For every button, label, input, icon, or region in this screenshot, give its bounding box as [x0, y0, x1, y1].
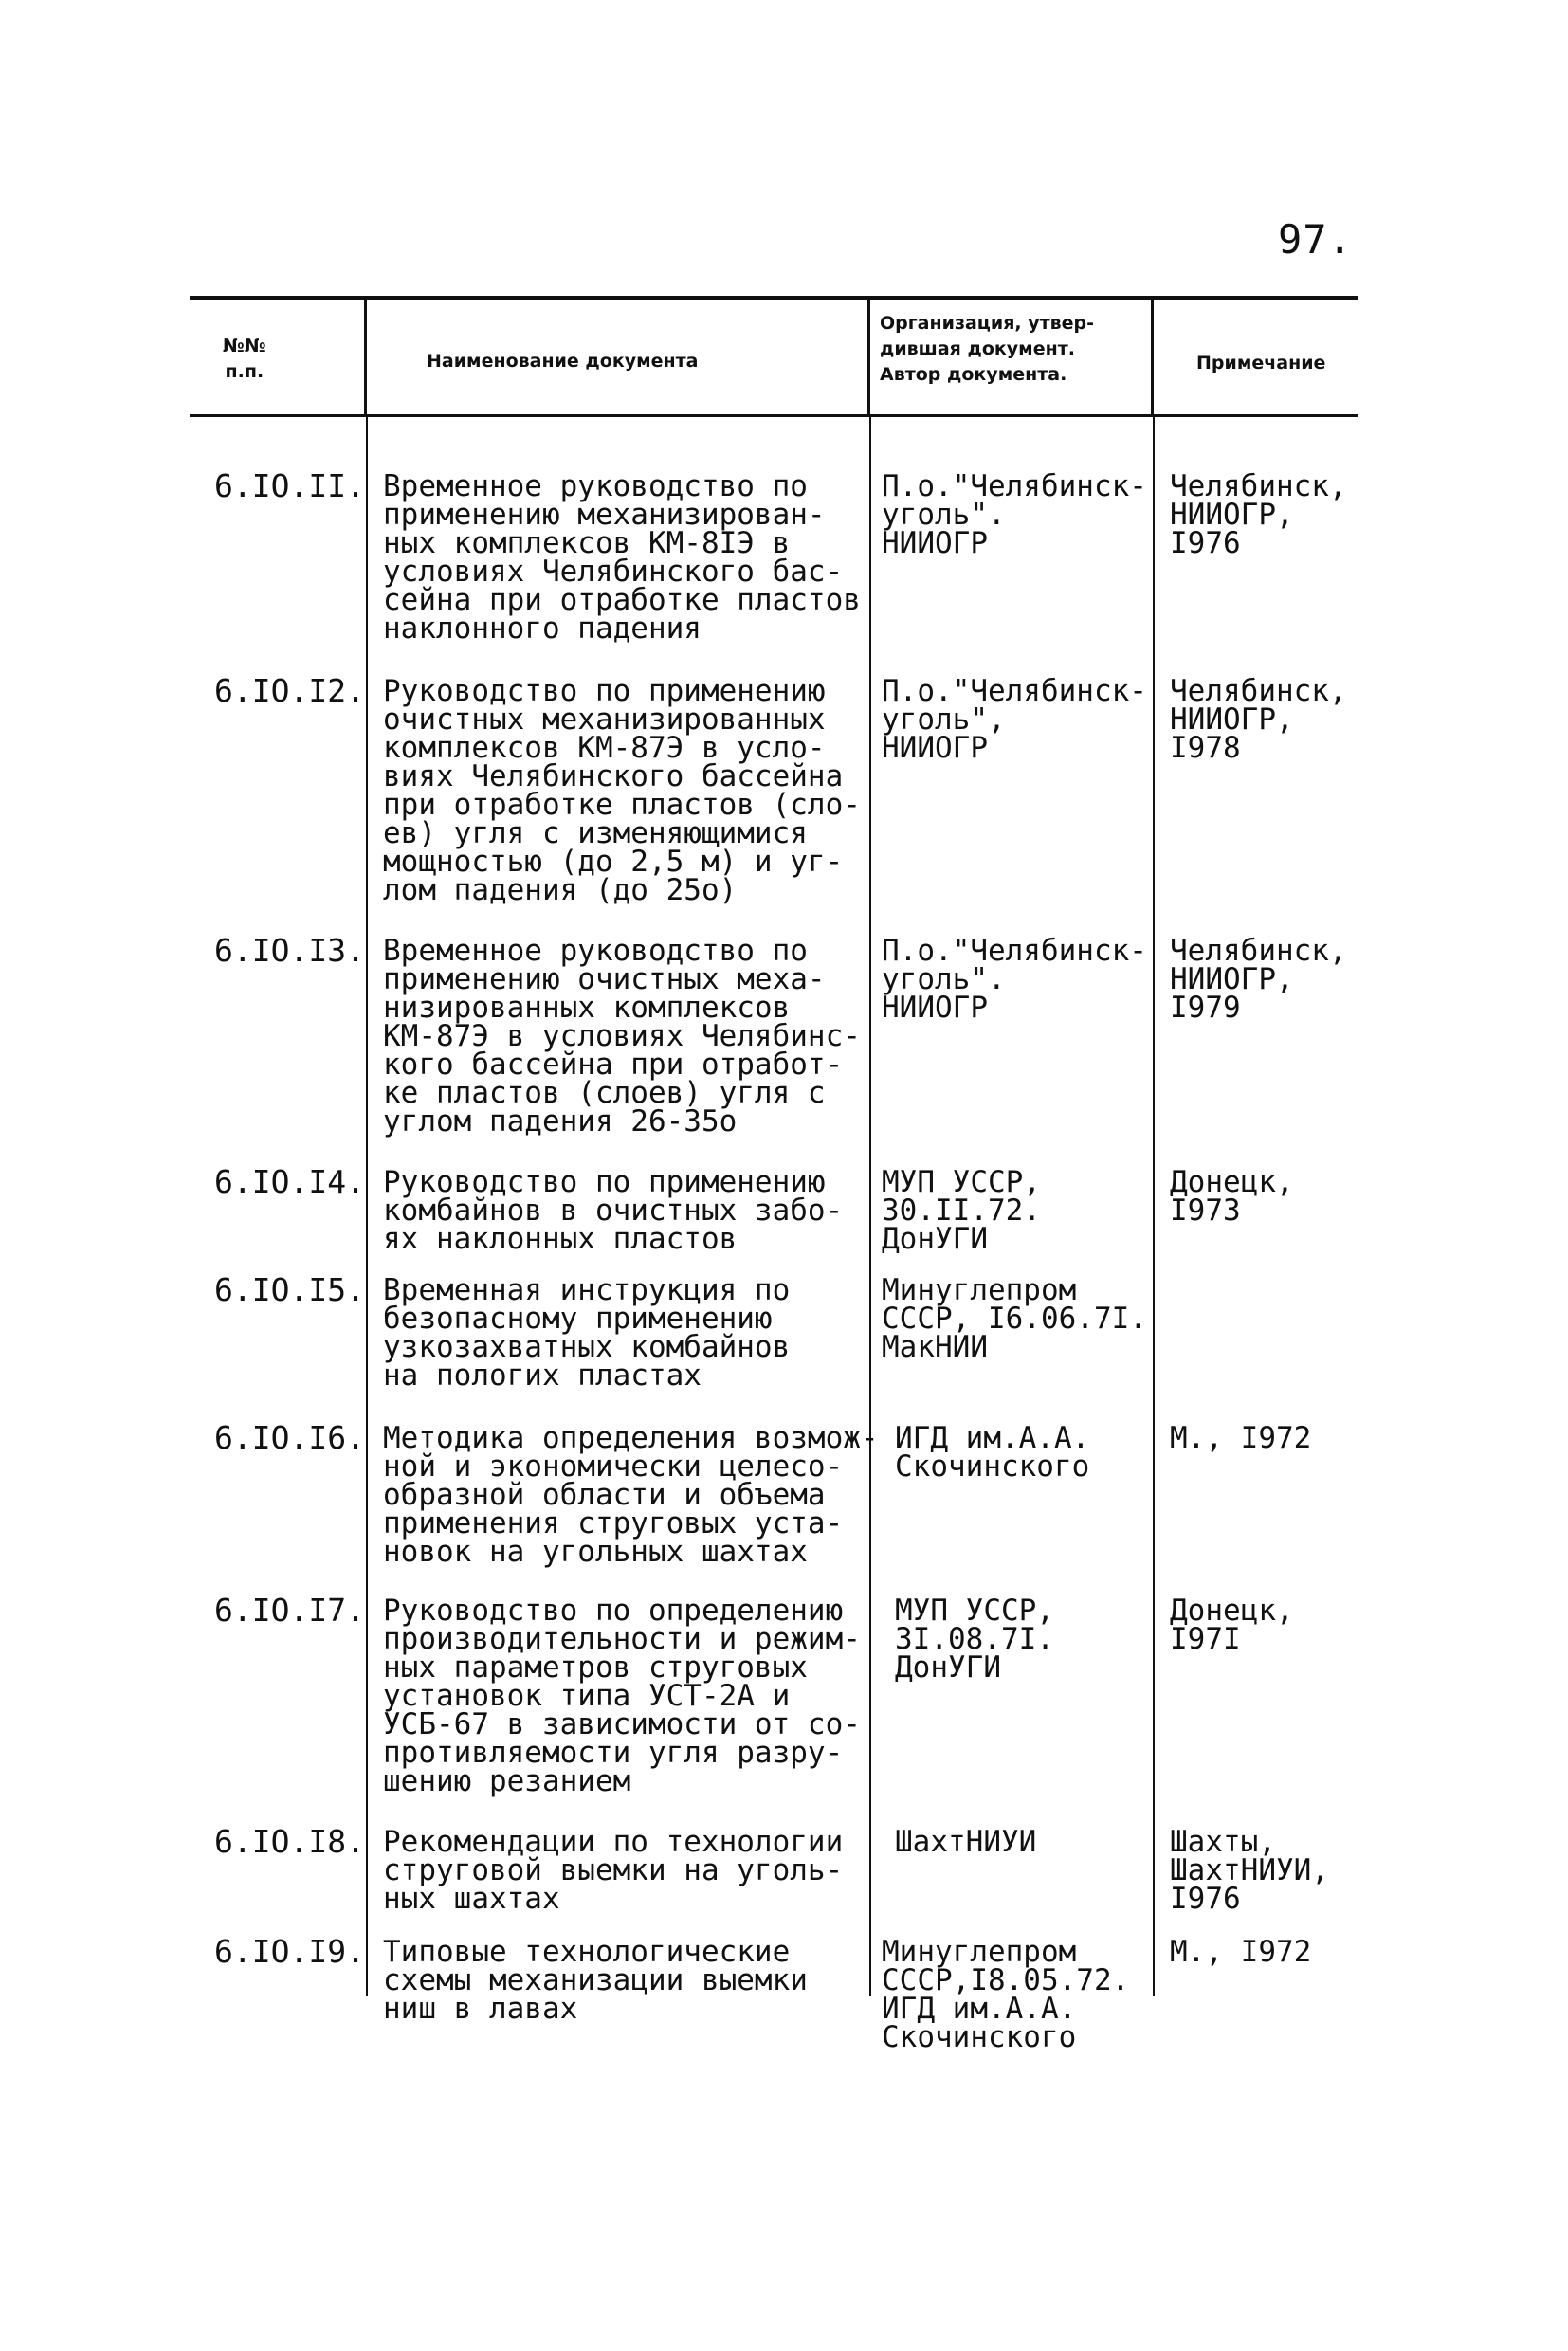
document-organization: П.о."Челябинск- уголь". НИИОГР — [882, 469, 1147, 560]
document-note: Донецк, I97I — [1170, 1594, 1294, 1656]
document-organization: МУП УССР, 30.II.72. ДонУГИ — [882, 1165, 1041, 1256]
document-organization: П.о."Челябинск- уголь". НИИОГР — [882, 934, 1147, 1025]
document-title: Методика определения возмож- ной и экономически целесо- образной области и объема применения струговых уста- новок на угольных шахтах — [383, 1421, 879, 1569]
row-number: 6.IO.I6. — [214, 1419, 365, 1456]
header-org-line2: дившая документ. — [880, 338, 1075, 359]
document-organization: МУП УССР, 3I.08.7I. ДонУГИ — [895, 1594, 1054, 1685]
body-divider-3 — [1153, 417, 1155, 1996]
row-number: 6.IO.I4. — [214, 1163, 365, 1200]
document-note: Челябинск, НИИОГР, I979 — [1170, 934, 1347, 1025]
document-title: Руководство по определению производительности и режим- ных параметров струговых установок типа УСТ-2А и УСБ-67 в зависимости от со- противляемости угля разру- шению резанием — [383, 1594, 861, 1798]
header-org-line1: Организация, утвер- — [880, 313, 1095, 334]
document-note: Челябинск, НИИОГР, I978 — [1170, 674, 1347, 765]
column-divider-1 — [364, 298, 367, 415]
document-note: Челябинск, НИИОГР, I976 — [1170, 469, 1347, 560]
document-organization: П.о."Челябинск- уголь", НИИОГР — [882, 674, 1147, 765]
header-org — [880, 311, 1094, 388]
document-organization: ИГД им.А.А. Скочинского — [895, 1421, 1090, 1484]
row-number: 6.IO.I9. — [214, 1933, 365, 1970]
column-divider-2 — [867, 298, 870, 415]
document-title: Руководство по применению очистных механизированных комплексов КМ-87Э в усло- виях Челябинского бассейна при отработке пластов (сло- ев) угля с изменяющимися мощностью (до 2,5 м) и уг- лом падения (до 25о) — [383, 674, 861, 907]
document-title: Рекомендации по технологии струговой выемки на уголь- ных шахтах — [383, 1825, 844, 1916]
document-note: М., I972 — [1170, 1421, 1312, 1455]
header-org-line3: Автор документа. — [880, 364, 1067, 385]
document-note: Шахты, ШахтНИУИ, I976 — [1170, 1825, 1329, 1916]
document-note: Донецк, I973 — [1170, 1165, 1294, 1228]
document-organization: ШахтНИУИ — [895, 1825, 1037, 1859]
row-number: 6.IO.I7. — [214, 1592, 365, 1629]
document-organization: Минуглепром СССР, I6.06.7I. МакНИИ — [882, 1273, 1147, 1364]
document-title: Временное руководство по применению механизирован- ных комплексов КМ-8IЭ в условиях Челябинского бас- сейна при отработке пластов наклонного падения — [383, 469, 861, 646]
column-divider-3 — [1151, 298, 1154, 415]
document-title: Временное руководство по применению очистных меха- низированных комплексов КМ-87Э в условиях Челябинс- кого бассейна при отработ- ке пластов (слоев) угля с углом падения 26-35о — [383, 934, 861, 1139]
header-num — [223, 334, 266, 385]
header-num-line2: п.п. — [225, 361, 264, 382]
document-title: Типовые технологические схемы механизации выемки ниш в лавах — [383, 1935, 808, 2026]
row-number: 6.IO.I2. — [214, 672, 365, 709]
body-divider-1 — [366, 417, 368, 1996]
row-number: 6.IO.I8. — [214, 1823, 365, 1860]
row-number: 6.IO.I5. — [214, 1271, 365, 1308]
document-organization: Минуглепром СССР,I8.05.72. ИГД им.А.А. Скочинского — [882, 1935, 1130, 2054]
header-num-line1: №№ — [223, 336, 266, 356]
document-note: М., I972 — [1170, 1935, 1312, 1969]
document-title: Временная инструкция по безопасному применению узкозахватных комбайнов на пологих пластах — [383, 1273, 791, 1393]
page-number: 97. — [1278, 216, 1353, 263]
header-title: Наименование документа — [427, 351, 699, 372]
body-divider-2 — [869, 417, 871, 1996]
header-note: Примечание — [1196, 353, 1326, 374]
row-number: 6.IO.I3. — [214, 932, 365, 969]
row-number: 6.IO.II. — [214, 467, 365, 504]
document-title: Руководство по применению комбайнов в очистных забо- ях наклонных пластов — [383, 1165, 844, 1256]
